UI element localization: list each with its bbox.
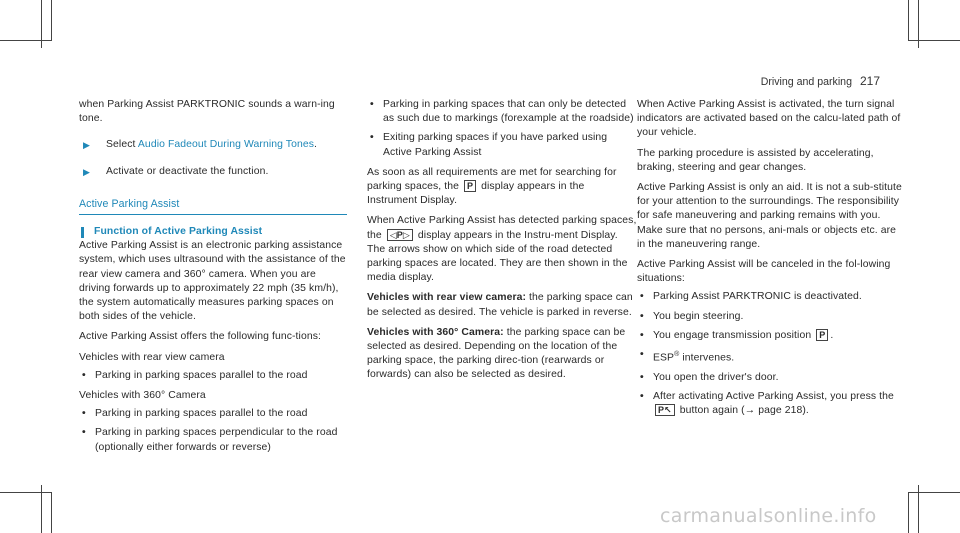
bullet-icon: • xyxy=(82,369,86,381)
paragraph: Vehicles with 360° Camera: the parking space can be selected as desired. Depending on the location of the parking space, the parking direc-tion (rearwards or forwards) can also be selected as desired. xyxy=(367,326,626,381)
paragraph: Active Parking Assist will be canceled in the fol-lowing situations: xyxy=(637,259,891,285)
column-2 xyxy=(367,98,637,389)
column-1 xyxy=(79,98,349,461)
list-item: • Parking in parking spaces parallel to the road xyxy=(79,369,349,383)
page-reference-link[interactable]: page 218). xyxy=(755,405,809,417)
bullet-icon: • xyxy=(640,310,644,322)
list-item: • Parking Assist PARKTRONIC is deactivated. xyxy=(637,290,907,304)
watermark: carmanualsonline.info xyxy=(660,505,877,527)
paragraph: As soon as all requirements are met for searching for parking spaces, the P display appears in the Instrument Display. xyxy=(367,166,617,207)
parking-list xyxy=(367,98,637,160)
list-item: • You engage transmission position P . xyxy=(637,329,907,343)
list-label: Vehicles with 360° Camera xyxy=(79,390,206,402)
parking-button-icon: P↖ xyxy=(655,404,675,416)
list-item: • You open the driver's door. xyxy=(637,371,907,385)
paragraph: When Active Parking Assist has detected parking spaces, the ◁P▷ display appears in the Instru-ment Display. The arrows show on which side of the road detected parking spaces are located. They are then shown in the media display. xyxy=(367,215,637,284)
list-item: • You begin steering. xyxy=(637,310,907,324)
step-activate: ▶ Activate or deactivate the function. xyxy=(79,165,349,179)
paragraph: Active Parking Assist is an electronic parking assistance system, which uses ultrasound with the assistance of the rear view camera and 360° camera. When you are driving forwards up to approximately 22 mph (35 km/h), the system automatically measures parking spaces on both sides of the vehicle. xyxy=(79,240,346,323)
bullet-icon: • xyxy=(640,349,644,361)
bullet-icon: • xyxy=(640,291,644,303)
transmission-p-icon: P xyxy=(816,329,828,341)
list-item: • Parking in parking spaces perpendicular to the road (optionally either forwards or reverse) xyxy=(82,427,338,453)
crop-mark xyxy=(51,0,52,40)
crop-mark xyxy=(51,492,52,533)
crop-mark xyxy=(908,492,909,533)
subsection-title: Function of Active Parking Assist xyxy=(79,225,349,239)
page-number: 217 xyxy=(859,74,880,88)
paragraph: Active Parking Assist offers the following func-tions: xyxy=(79,331,321,343)
cam360-list xyxy=(79,407,349,455)
paragraph: The parking procedure is assisted by accelerating, braking, steering and gear changes. xyxy=(637,147,874,173)
bullet-icon: • xyxy=(640,390,644,402)
page-header xyxy=(761,74,880,88)
bullet-icon: • xyxy=(82,427,86,439)
list-item: • Parking in parking spaces that can only be detected as such due to markings (forexample at the roadside) xyxy=(370,99,634,125)
paragraph: Active Parking Assist is only an aid. It is not a sub-stitute for your attention to the surroundings. The responsibility for safe maneuvering and parking remains with you. Make sure that no persons, ani-mals or objects etc. are in the maneuvering range. xyxy=(637,182,902,250)
bullet-icon: • xyxy=(82,408,86,420)
crop-mark xyxy=(908,492,960,493)
cancel-list xyxy=(637,290,907,418)
paragraph: Vehicles with rear view camera: the parking space can be selected as desired. The vehicle is parked in reverse. xyxy=(367,292,633,318)
column-3 xyxy=(637,98,907,424)
intro-text: when Parking Assist PARKTRONIC sounds a warn-ing tone. xyxy=(79,99,335,125)
list-item: • ESP® intervenes. xyxy=(640,349,735,364)
page-ref-arrow-icon: → xyxy=(744,405,756,417)
subsection-marker-icon xyxy=(81,227,84,238)
list-item: • After activating Active Parking Assist, you press the P↖ button again (→ page 218). xyxy=(640,390,894,417)
list-item: • Exiting parking spaces if you have parked using Active Parking Assist xyxy=(370,132,608,158)
step-arrow-icon: ▶ xyxy=(83,140,91,151)
bullet-icon: • xyxy=(640,371,644,383)
bullet-icon: • xyxy=(640,329,644,341)
parking-display-icon: P xyxy=(464,180,476,192)
list-item: • Parking in parking spaces parallel to the road xyxy=(79,407,349,421)
bullet-icon: • xyxy=(370,99,374,110)
parking-arrows-icon: ◁P▷ xyxy=(387,229,413,241)
step-arrow-icon: ▶ xyxy=(83,166,91,177)
crop-mark xyxy=(0,492,52,493)
header-title: Driving and parking xyxy=(760,76,852,88)
step-select: ▶ Select Audio Fadeout During Warning Tones. xyxy=(79,138,349,152)
bullet-icon: • xyxy=(370,132,374,144)
audio-fadeout-link[interactable]: Audio Fadeout During Warning Tones xyxy=(137,139,315,151)
paragraph: When Active Parking Assist is activated, the turn signal indicators are activated based on the calcu-lated path of your vehicle. xyxy=(637,99,901,139)
section-title: Active Parking Assist xyxy=(79,197,347,215)
crop-mark xyxy=(0,40,52,41)
crop-mark xyxy=(908,0,909,40)
crop-mark xyxy=(908,40,960,41)
list-label: Vehicles with rear view camera xyxy=(79,351,225,363)
rear-cam-list xyxy=(79,369,349,383)
